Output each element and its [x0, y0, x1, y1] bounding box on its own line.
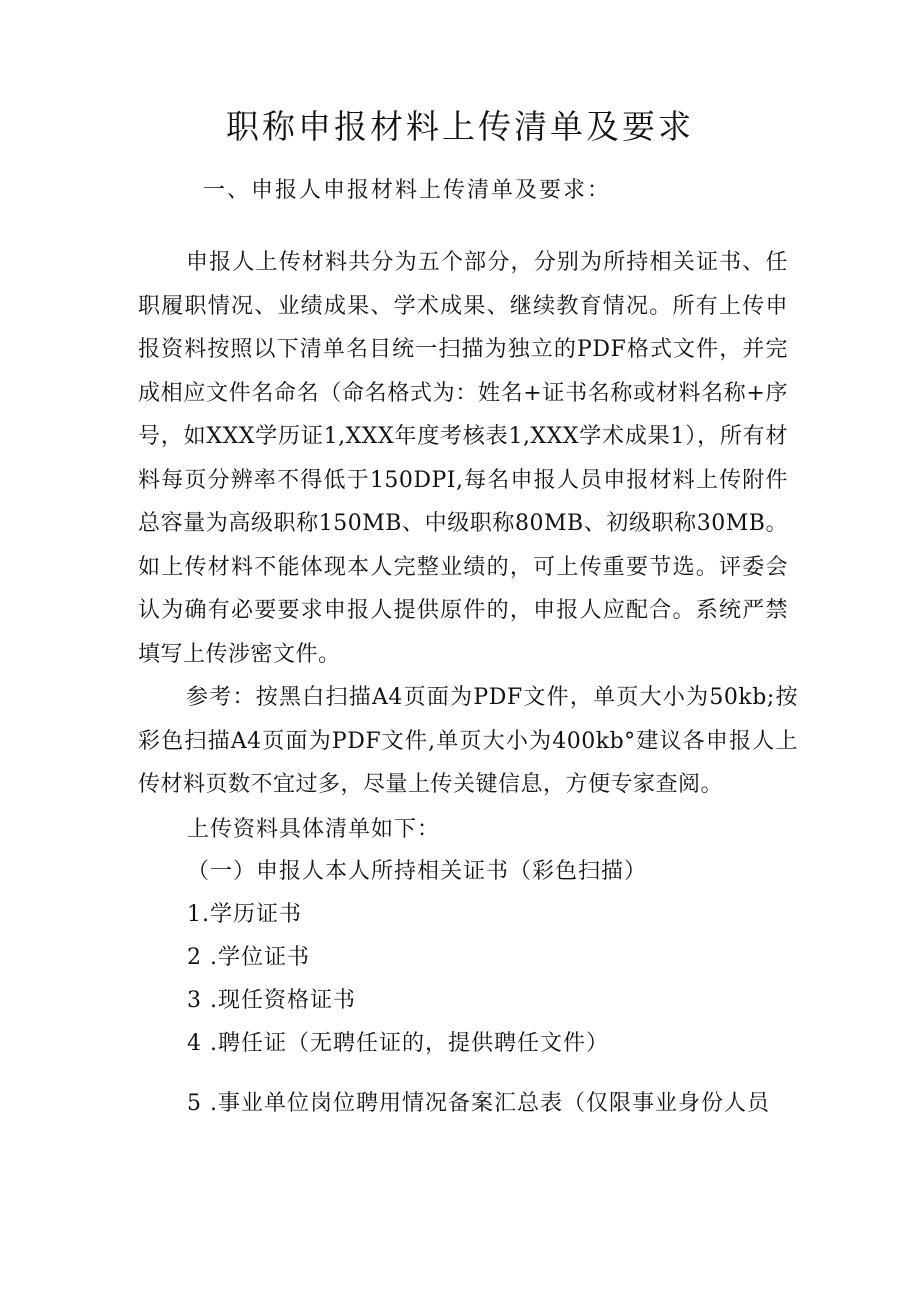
requirements-paragraph: 申报人上传材料共分为五个部分，分别为所持相关证书、任职履职情况、业绩成果、学术成果、继续教育情况。所有上传申报资料按照以下清单名目统一扫描为独立的PDF格式文件，并完成相应文件名命名（命名格式为：姓名+证书名称或材料名称+序号，如XXX学历证1,XXX年度考核表1,XXX学术成果1），所有材料每页分辨率不得低于150DPI,每名申报人员申报材料上传附件总容量为高级职称150MB、中级职称80MB、初级职称30MB。如上传材料不能体现本人完整业绩的，可上传重要节选。评委会认为确有必要要求申报人提供原件的，申报人应配合。系统严禁填写上传涉密文件。 [138, 250, 788, 667]
document-title: 职称申报材料上传清单及要求 [226, 107, 694, 146]
section-heading: 一、申报人申报材料上传清单及要求： [203, 178, 612, 203]
list-item: 5 .事业单位岗位聘用情况备案汇总表（仅限事业身份人员 [187, 1091, 770, 1116]
list-item: 3 .现任资格证书 [187, 988, 356, 1013]
subsection-heading: （一）申报人本人所持相关证书（彩色扫描） [187, 859, 648, 884]
list-item: 4 .聘任证（无聘任证的，提供聘任文件） [187, 1031, 609, 1056]
list-item: 1.学历证书 [187, 902, 302, 927]
list-item: 2 .学位证书 [187, 945, 310, 970]
list-intro: 上传资料具体清单如下： [187, 817, 441, 842]
reference-paragraph: 参考：按黑白扫描A4页面为PDF文件，单页大小为50kb;按彩色扫描A4页面为PDF文件,单页大小为400kb°建议各申报人上传材料页数不宜过多，尽量上传关键信息，方便专家查阅。 [138, 685, 798, 797]
